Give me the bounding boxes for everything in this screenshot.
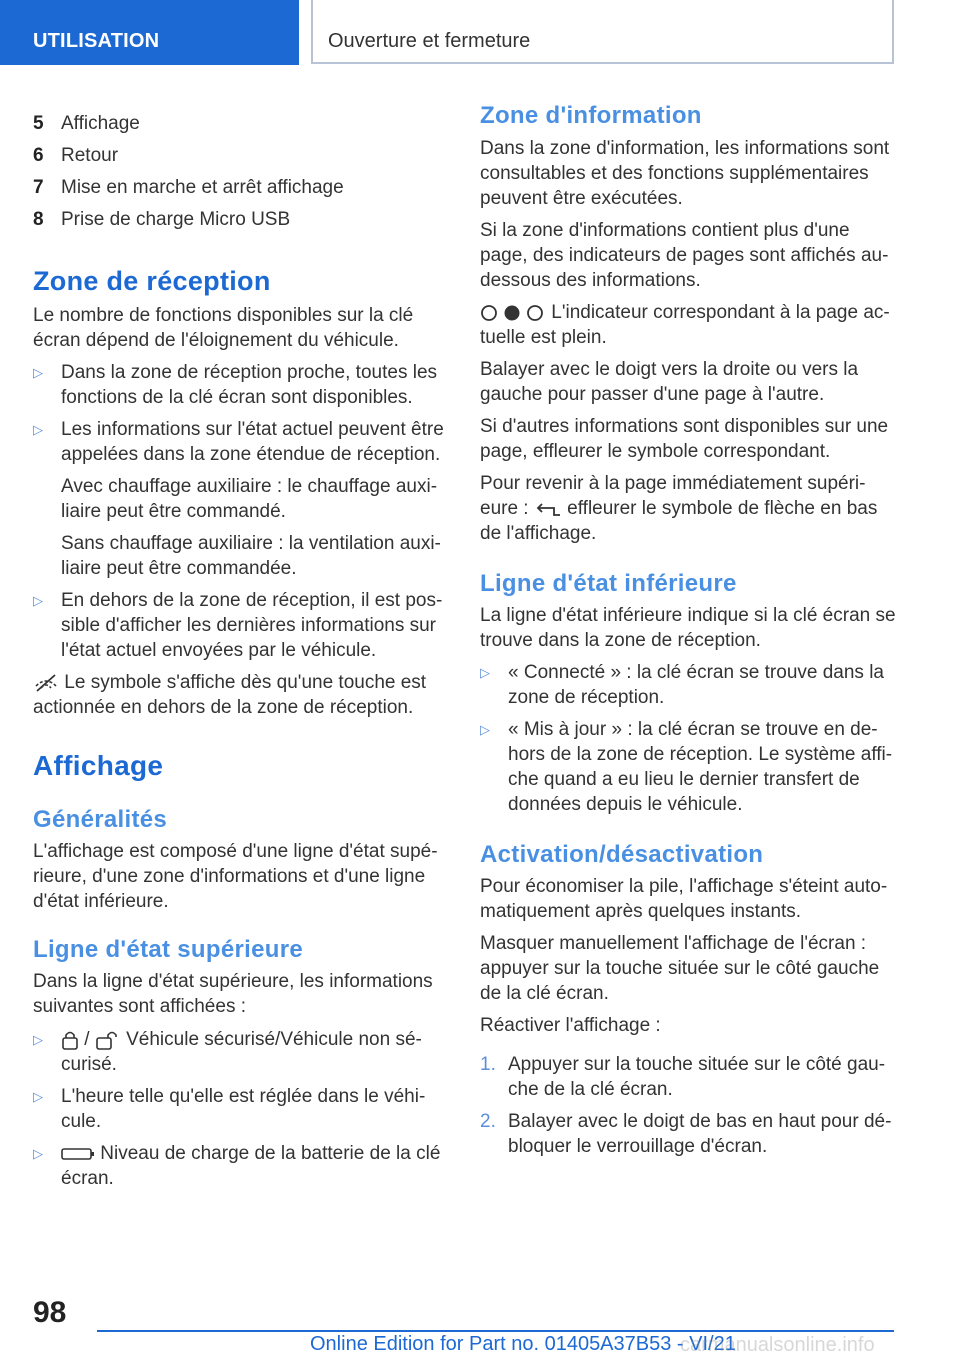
numbered-legend bbox=[33, 108, 449, 236]
list-item: ▷ L'heure telle qu'elle est réglée dans le véhi-cule. bbox=[33, 1086, 426, 1132]
status-line-items bbox=[33, 1027, 449, 1191]
footer-divider bbox=[97, 1330, 894, 1332]
sub-note-aux-heating: Avec chauffage auxiliaire : le chauffage auxi-liaire peut être commandé. bbox=[61, 476, 438, 522]
heading-ligne-inferieure: Ligne d'état inférieure bbox=[480, 570, 737, 597]
list-item: ▷ « Mis à jour » : la clé écran se trouve en de-hors de la zone de réception. Le système affi-che quand a eu lieu le dernier transfert de données depuis le véhicule. bbox=[480, 719, 893, 815]
list-item: 1. Appuyer sur la touche située sur le côté gau-che de la clé écran. bbox=[480, 1054, 886, 1100]
activation-p3: Réactiver l'affichage : bbox=[480, 1015, 661, 1036]
triangle-bullet-icon: ▷ bbox=[480, 722, 490, 737]
triangle-bullet-icon: ▷ bbox=[480, 665, 490, 680]
triangle-bullet-icon: ▷ bbox=[33, 1089, 43, 1104]
list-item: 2. Balayer avec le doigt de bas en haut pour dé-bloquer le verrouillage d'écran. bbox=[480, 1111, 892, 1157]
zone-info-p4: Balayer avec le doigt vers la droite ou vers la gauche pour passer d'une page à l'autre. bbox=[480, 359, 859, 405]
zone-info-p3: L'indicateur correspondant à la page ac-tuelle est plein. bbox=[480, 302, 890, 348]
list-item: ▷ « Connecté » : la clé écran se trouve dans la zone de réception. bbox=[480, 662, 885, 708]
ligne-inferieure-bullets bbox=[480, 660, 896, 817]
activation-p1: Pour économiser la pile, l'affichage s'éteint auto-matiquement après quelques instants. bbox=[480, 876, 888, 922]
zone-info-p6: Pour revenir à la page immédiatement supéri-eure : effleurer le symbole de flèche en bas de l'affichage. bbox=[480, 473, 878, 544]
list-item: ▷ Les informations sur l'état actuel peuvent être appelées dans la zone étendue de réception. bbox=[33, 419, 444, 465]
watermark: carmanualsonline.info bbox=[680, 1334, 875, 1356]
zone-reception-bullets-2 bbox=[33, 588, 449, 663]
heading-zone-reception: Zone de réception bbox=[33, 266, 271, 296]
page-number: 98 bbox=[33, 1296, 67, 1329]
section-tab bbox=[0, 0, 299, 65]
zone-reception-intro: Le nombre de fonctions disponibles sur la clé écran dépend de l'éloignement du véhicule. bbox=[33, 305, 414, 351]
list-item: ▷ Niveau de charge de la batterie de la clé écran. bbox=[33, 1143, 441, 1189]
activation-p2: Masquer manuellement l'affichage de l'écran : appuyer sur la touche située sur le côté gauche de la clé écran. bbox=[480, 933, 880, 1004]
generalites-text: L'affichage est composé d'une ligne d'état supé-rieure, d'une zone d'informations et d'une ligne d'état inférieure. bbox=[33, 841, 438, 912]
chapter-tab bbox=[311, 0, 894, 64]
heading-zone-information: Zone d'information bbox=[480, 102, 702, 129]
heading-activation: Activation/désactivation bbox=[480, 841, 764, 868]
left-column bbox=[33, 108, 449, 1191]
activation-steps bbox=[480, 1052, 896, 1159]
battery-icon bbox=[61, 1146, 95, 1162]
sub-note-aux-ventilation: Sans chauffage auxiliaire : la ventilation auxi-liaire peut être commandée. bbox=[61, 533, 441, 579]
list-item: ▷ En dehors de la zone de réception, il est pos-sible d'afficher les dernières informations sur l'état actuel envoyées par le véhicule. bbox=[33, 590, 443, 661]
list-item: ▷ Dans la zone de réception proche, toutes les fonctions de la clé écran sont disponibles. bbox=[33, 362, 438, 408]
zone-info-p2: Si la zone d'informations contient plus d'une page, des indicateurs de pages sont affichés au-dessous des informations. bbox=[480, 220, 889, 291]
legend-item: 6 Retour bbox=[33, 145, 119, 166]
lock-open-icon bbox=[95, 1030, 121, 1050]
triangle-bullet-icon: ▷ bbox=[33, 593, 43, 608]
heading-ligne-superieure: Ligne d'état supérieure bbox=[33, 936, 303, 963]
zone-info-p5: Si d'autres informations sont disponibles sur une page, effleurer le symbole correspondant. bbox=[480, 416, 889, 462]
triangle-bullet-icon: ▷ bbox=[33, 422, 43, 437]
out-of-range-note: Le symbole s'affiche dès qu'une touche est actionnée en dehors de la zone de réception. bbox=[33, 672, 427, 718]
ligne-inferieure-text: La ligne d'état inférieure indique si la clé écran se trouve dans la zone de réception. bbox=[480, 605, 896, 651]
triangle-bullet-icon: ▷ bbox=[33, 365, 43, 380]
legend-item: 8 Prise de charge Micro USB bbox=[33, 209, 291, 230]
ligne-superieure-text: Dans la ligne d'état supérieure, les informations suivantes sont affichées : bbox=[33, 971, 433, 1017]
heading-generalites: Généralités bbox=[33, 806, 168, 833]
legend-item: 5 Affichage bbox=[33, 113, 140, 134]
zone-info-p1: Dans la zone d'information, les informations sont consultables et des fonctions supplémentaires peuvent être exécutées. bbox=[480, 138, 890, 209]
legend-item: 7 Mise en marche et arrêt affichage bbox=[33, 177, 344, 198]
right-column bbox=[480, 102, 896, 1159]
triangle-bullet-icon: ▷ bbox=[33, 1032, 43, 1047]
section-title: UTILISATION bbox=[33, 30, 160, 52]
edition-note: Online Edition for Part no. 01405A37B53 - VI/21 bbox=[310, 1333, 736, 1355]
page-indicator-icon bbox=[480, 303, 546, 323]
list-item: ▷ / Véhicule sécurisé/Véhicule non sé-curisé. bbox=[33, 1029, 422, 1075]
chapter-title: Ouverture et fermeture bbox=[328, 30, 531, 52]
back-arrow-icon bbox=[534, 500, 562, 518]
triangle-bullet-icon: ▷ bbox=[33, 1146, 43, 1161]
no-signal-icon bbox=[33, 674, 59, 692]
heading-affichage: Affichage bbox=[33, 750, 164, 781]
lock-closed-icon bbox=[61, 1030, 79, 1050]
zone-reception-bullets bbox=[33, 360, 449, 467]
